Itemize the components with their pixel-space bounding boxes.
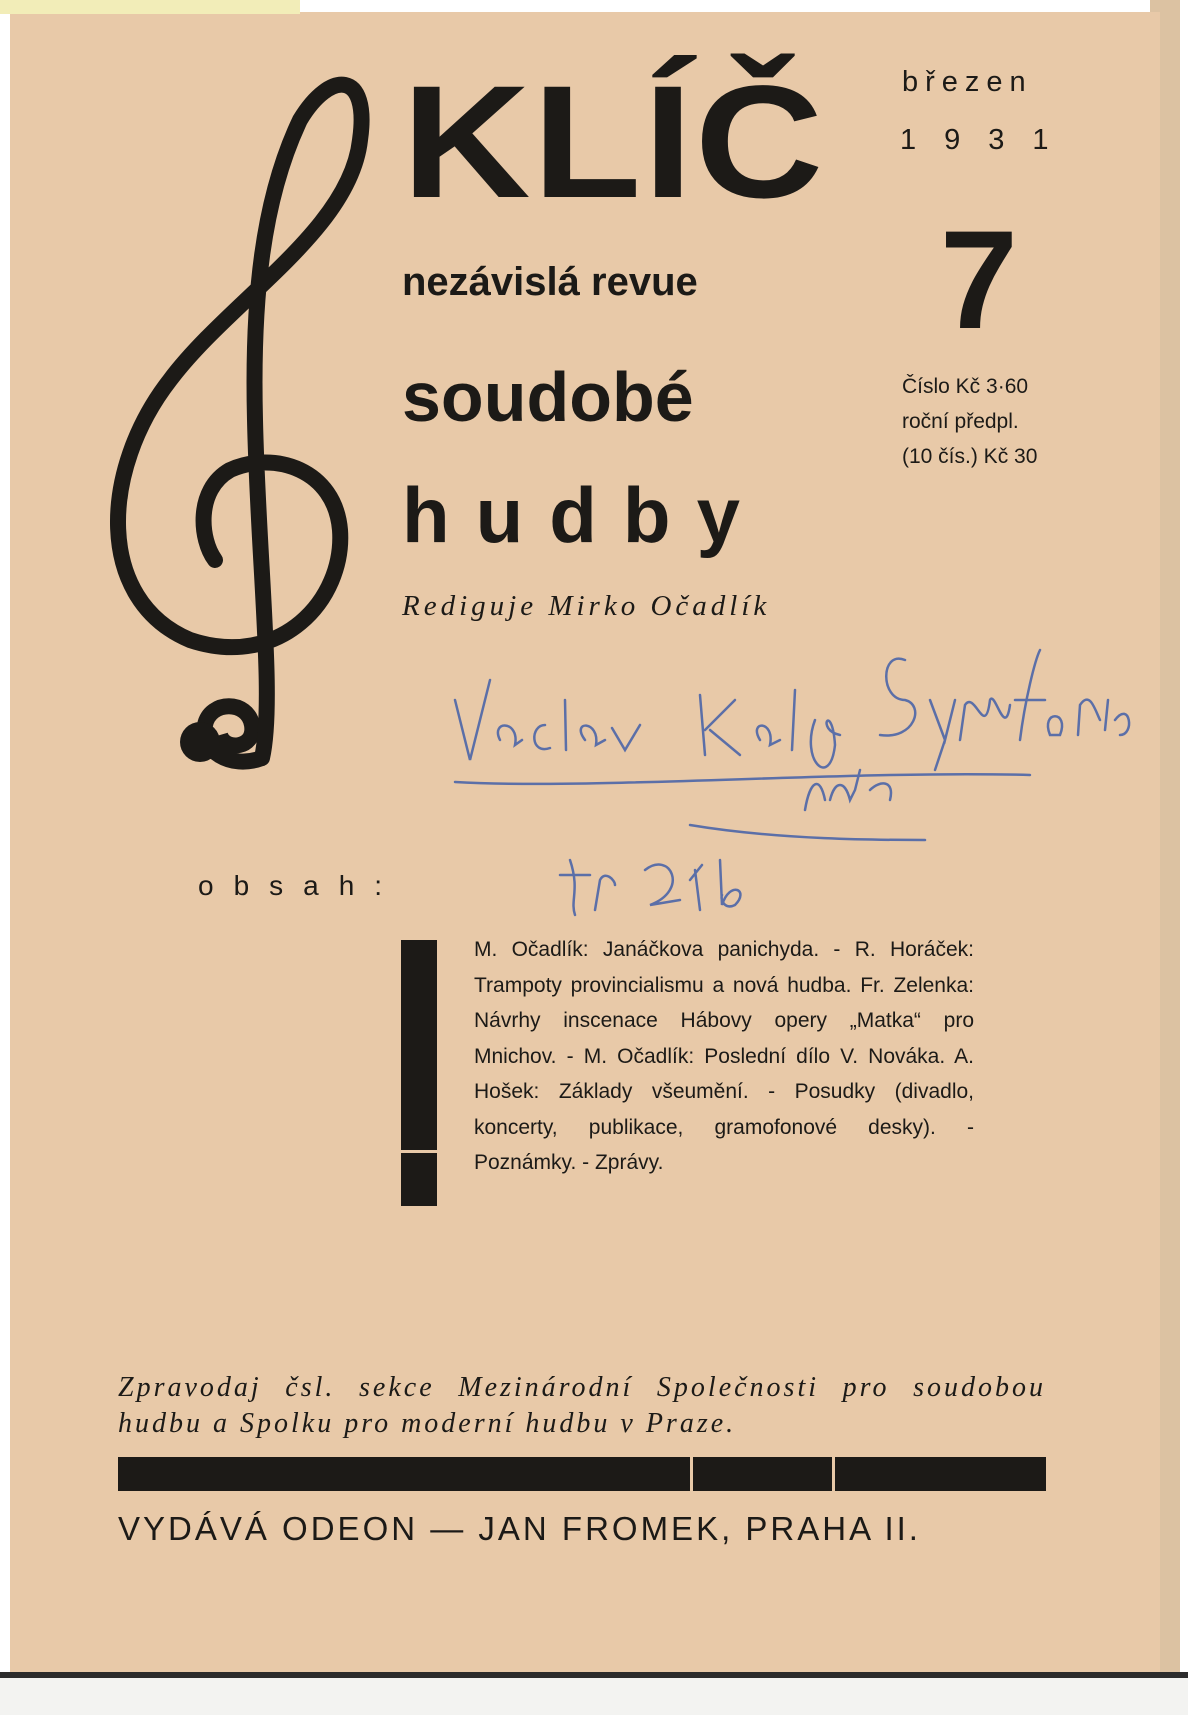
issue-month: březen [902, 66, 1033, 98]
magazine-title: KLÍČ [402, 52, 826, 232]
contents-bar-gap [401, 1150, 437, 1153]
subtitle-line-3: hudby [402, 471, 766, 559]
issue-number: 7 [940, 201, 1018, 358]
publisher-line: VYDÁVÁ ODEON — JAN FROMEK, PRAHA II. [118, 1510, 921, 1547]
subtitle-line-1: nezávislá revue [402, 260, 698, 304]
contents-bar [401, 940, 437, 1206]
price-line: (10 čís.) Kč 30 [902, 445, 1038, 468]
contents-text: M. Očadlík: Janáčkova panichyda. - R. Horáček: Trampoty provincialismu a nová hudba. Fr. Zelenka: Návrhy inscenace Hábovy opery „Matka“ pro Mnichov. - M. Očadlík: Poslední dílo V. Nováka. A. Hošek: Základy všeumění. - Posudky (divadlo, koncerty, publikace, gramofonové desky). - Poznámky. - Zprávy. [474, 938, 974, 1174]
subtitle-line-2: soudobé [402, 358, 694, 436]
footer-rule-gap [690, 1457, 693, 1491]
editor-credit: Rediguje Mirko Očadlík [402, 590, 771, 622]
footer-rule-gap [832, 1457, 835, 1491]
price-line: Číslo Kč 3·60 [902, 375, 1029, 398]
issue-year: 1931 [900, 124, 1077, 156]
footer-description: Zpravodaj čsl. sekce Mezinárodní Společnosti pro soudobou hudbu a Spolku pro moderní hudbu v Praze. [118, 1372, 1046, 1439]
price-line: roční předpl. [902, 410, 1019, 433]
contents-heading: obsah: [198, 870, 403, 901]
footer-rule [118, 1457, 1046, 1491]
